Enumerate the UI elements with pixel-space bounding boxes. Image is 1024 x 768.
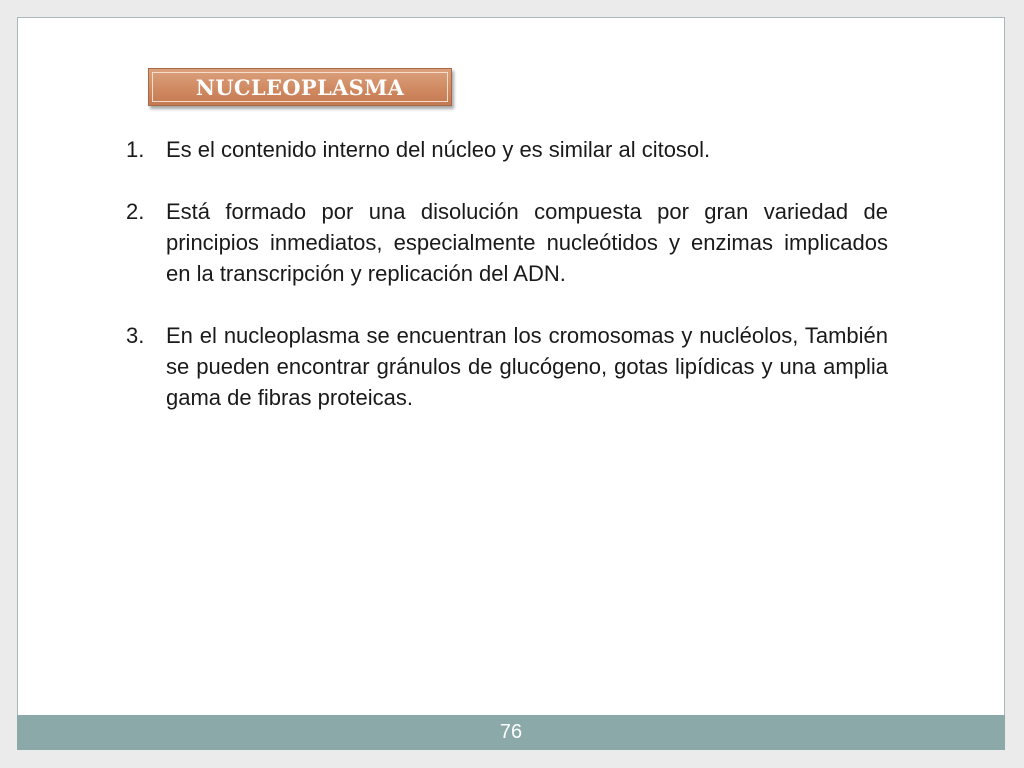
list-item-text: Está formado por una disolución compuesta por gran variedad de principios inmediatos, especialmente nucleótidos y enzimas implicados en la transcripción y replicación del ADN. bbox=[166, 199, 888, 286]
list-item-number: 1. bbox=[126, 137, 145, 162]
list-item bbox=[126, 196, 888, 289]
page-number: 76 bbox=[499, 721, 523, 743]
list-item-number: 2. bbox=[126, 199, 145, 224]
list-item-number: 3. bbox=[126, 323, 145, 348]
list-item bbox=[126, 134, 888, 165]
title-box bbox=[148, 68, 452, 106]
list-item-text: Es el contenido interno del núcleo y es similar al citosol. bbox=[166, 137, 711, 162]
list-item bbox=[126, 320, 888, 413]
content-list bbox=[126, 134, 888, 444]
footer-bar bbox=[17, 715, 1005, 750]
slide-title: NUCLEOPLASMA bbox=[152, 72, 448, 102]
list-item-text: En el nucleoplasma se encuentran los cromosomas y nucléolos, También se pueden encontrar gránulos de glucógeno, gotas lipídicas y una amplia gama de fibras proteicas. bbox=[166, 323, 888, 410]
slide bbox=[17, 17, 1005, 750]
